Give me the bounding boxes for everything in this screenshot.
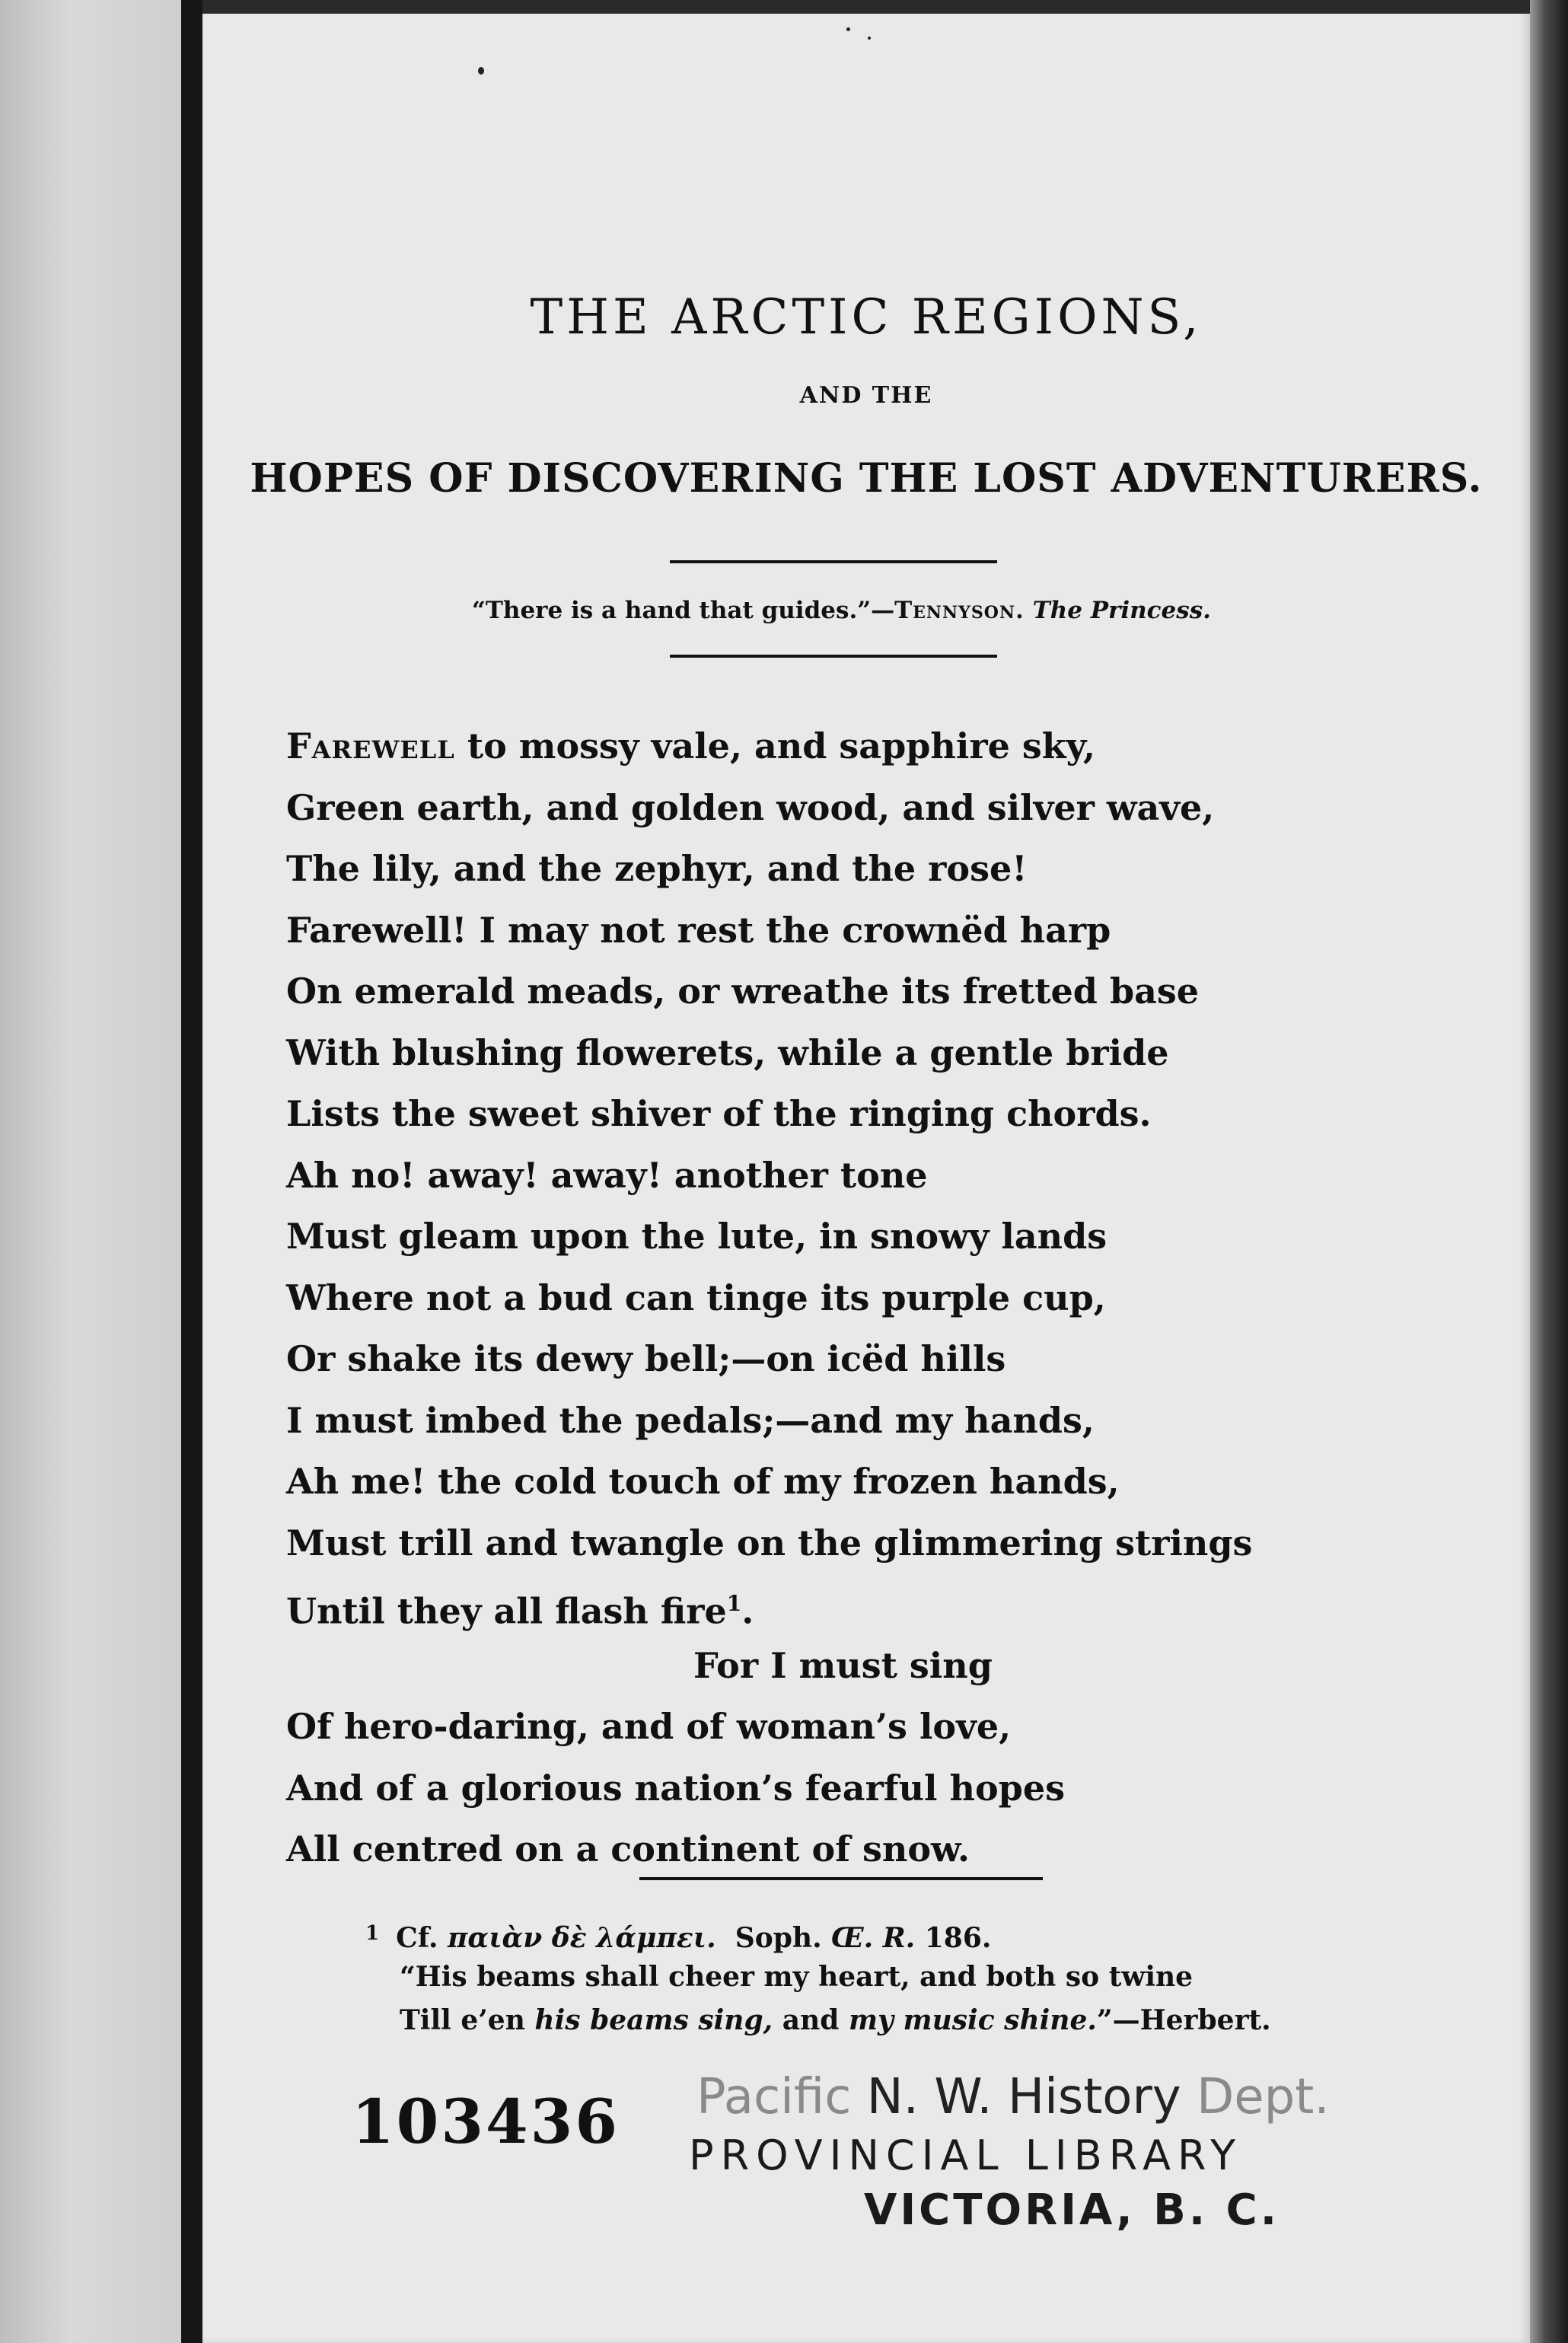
footnote-text: ”—Herbert.: [1096, 2004, 1271, 2036]
stamp-line-2: PROVINCIAL LIBRARY: [689, 2131, 1243, 2179]
poem-line: I must imbed the pedals;—and my hands,: [286, 1399, 1095, 1441]
poem-line: Ah no! away! away! another tone: [286, 1154, 928, 1196]
poem-line: Where not a bud can tinge its purple cup,: [286, 1277, 1106, 1318]
epigraph: [472, 597, 1309, 624]
divider-rule: [670, 560, 997, 563]
binding-edge: [181, 0, 202, 2343]
footnote-line: “His beams shall cheer my heart, and both so twine: [400, 1961, 1194, 1993]
scan-right-edge: [1530, 0, 1568, 2343]
ink-speck: [478, 67, 484, 75]
accession-number: 103436: [352, 2086, 620, 2157]
footnote-line: [365, 1912, 1355, 1956]
footnotes: [365, 1912, 1355, 2042]
poem-line: On emerald meads, or wreathe its fretted base: [286, 971, 1200, 1012]
poem-line-punctuation: .: [741, 1590, 754, 1632]
poem-line: Must trill and twangle on the glimmering strings: [286, 1522, 1253, 1564]
poem-line: Lists the sweet shiver of the ringing chords.: [286, 1093, 1152, 1134]
footnote-reference[interactable]: 1: [726, 1591, 742, 1616]
poem-first-word: Farewell: [286, 725, 455, 767]
footnote-rule: [639, 1877, 1043, 1880]
poem-line: Green earth, and golden wood, and silver wave,: [286, 786, 1215, 828]
poem-line: Must gleam upon the lute, in snowy lands: [286, 1216, 1107, 1257]
epigraph-quote: “There is a hand that guides.”—: [472, 597, 895, 624]
footnote-greek: παιὰν δὲ λάμπει.: [448, 1922, 716, 1954]
footnote-ref-line: 186.: [924, 1922, 992, 1954]
epigraph-work: The Princess.: [1032, 597, 1211, 624]
library-stamp: [689, 2069, 1420, 2235]
footnote-ref: Soph.: [735, 1922, 822, 1954]
ink-speck: [868, 37, 871, 40]
poem-line-text: to mossy vale, and sapphire sky,: [454, 725, 1095, 767]
divider-rule: [670, 655, 997, 658]
footnote-text: and: [782, 2004, 840, 2036]
subtitle-connector: AND THE: [799, 382, 933, 409]
footnote-marker: 1: [365, 1922, 380, 1945]
poem-line: Or shake its dewy bell;—on icëd hills: [286, 1338, 1006, 1379]
stamp-text-faint: Dept.: [1196, 2069, 1330, 2125]
footnote-ref-work: Œ. R.: [831, 1922, 916, 1954]
poem-line: All centred on a continent of snow.: [286, 1828, 970, 1870]
poem-line: And of a glorious nation’s fearful hopes: [286, 1767, 1065, 1809]
footnote-line: [365, 1999, 1355, 2042]
poem-line: Ah me! the cold touch of my frozen hands,: [286, 1461, 1120, 1502]
poem-line: [286, 1573, 1352, 1635]
poem-line: For I must sing: [693, 1644, 993, 1686]
footnote-text: Till e’en: [400, 2004, 525, 2036]
footnote-emphasis: my music shine.: [848, 2004, 1097, 2036]
stamp-line-1: [696, 2069, 1420, 2125]
scan-top-band: [202, 0, 1530, 14]
page-subtitle: HOPES OF DISCOVERING THE LOST ADVENTURERS.: [250, 455, 1483, 502]
poem-line: Farewell! I may not rest the crownëd harp: [286, 909, 1111, 951]
poem-line: [286, 716, 1352, 777]
page-title: THE ARCTIC REGIONS,: [530, 289, 1203, 346]
poem-line: Of hero-daring, and of woman’s love,: [286, 1706, 1012, 1747]
poem-line: The lily, and the zephyr, and the rose!: [286, 848, 1028, 889]
stamp-text-faint: Pacific: [696, 2069, 852, 2125]
poem-line-text: Until they all flash fire: [286, 1590, 727, 1632]
stamp-text: N. W. History: [866, 2069, 1181, 2125]
scan-left-margin: [0, 0, 179, 2343]
poem: [286, 716, 1352, 1880]
poem-line: With blushing flowerets, while a gentle bride: [286, 1031, 1169, 1073]
footnote-emphasis: his beams sing,: [534, 2004, 773, 2036]
epigraph-author: Tennyson.: [894, 597, 1025, 624]
footnote-cf: Cf.: [396, 1922, 438, 1954]
stamp-line-3: VICTORIA, B. C.: [864, 2185, 1280, 2235]
ink-speck: [846, 27, 850, 31]
